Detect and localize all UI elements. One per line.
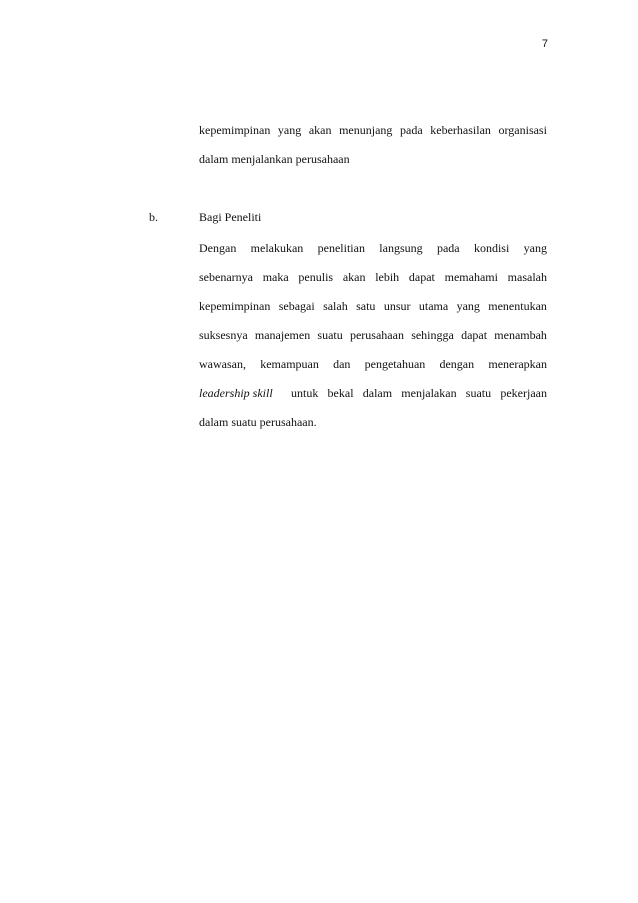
word: sebenarnya (199, 270, 253, 284)
word: akan (342, 270, 366, 284)
word: perusahaan (349, 328, 404, 342)
paragraph-line (199, 327, 547, 343)
paragraph-line (199, 269, 547, 285)
word: kepemimpinan (199, 123, 271, 137)
page-number: 7 (541, 38, 548, 50)
word: salah (323, 299, 348, 313)
word: bekal (327, 386, 354, 400)
word: melakukan (250, 241, 304, 255)
line-rest (291, 385, 547, 401)
word: wawasan, (199, 357, 246, 371)
word: sebagai (278, 299, 315, 313)
paragraph-line (199, 240, 547, 256)
paragraph-line (199, 385, 547, 401)
word: pengetahuan (364, 357, 426, 371)
word: menjalakan (401, 386, 457, 400)
word: pada (400, 123, 423, 137)
word: suatu (465, 386, 492, 400)
word: maka (262, 270, 289, 284)
word: dapat (408, 270, 435, 284)
word: lebih (375, 270, 400, 284)
word: unsur (383, 299, 411, 313)
word: dengan (439, 357, 475, 371)
paragraph-line: dalam menjalankan perusahaan (199, 152, 350, 166)
word: sehingga (411, 328, 454, 342)
paragraph-line (199, 122, 547, 138)
word: dalam (362, 386, 393, 400)
word: penelitian (317, 241, 365, 255)
section-heading: Bagi Peneliti (199, 210, 262, 224)
word: pekerjaan (500, 386, 547, 400)
list-marker: b. (149, 210, 158, 224)
word: akan (308, 123, 332, 137)
word: dan (333, 357, 351, 371)
word: suksesnya (199, 328, 248, 342)
word: yang (277, 123, 302, 137)
paragraph-line: dalam suatu perusahaan. (199, 415, 317, 429)
word: pada (436, 241, 460, 255)
paragraph-line (199, 298, 547, 314)
word: kondisi (473, 241, 510, 255)
word: penulis (298, 270, 334, 284)
word: Dengan (199, 241, 237, 255)
italic-term: leadership skill (199, 386, 273, 400)
paragraph-line (199, 356, 547, 372)
word: suatu (317, 328, 343, 342)
word: manajemen (254, 328, 311, 342)
word: memahami (444, 270, 498, 284)
word: yang (456, 299, 480, 313)
word: yang (523, 241, 547, 255)
word: satu (356, 299, 376, 313)
word: keberhasilan (430, 123, 491, 137)
word: kemampuan (260, 357, 319, 371)
word: utama (418, 299, 449, 313)
word: langsung (379, 241, 423, 255)
word: kepemimpinan (199, 299, 271, 313)
word: masalah (507, 270, 547, 284)
word: untuk (291, 386, 319, 400)
word: dapat (461, 328, 488, 342)
word: menerapkan (488, 357, 547, 371)
word: menunjang (339, 123, 393, 137)
word: menambah (494, 328, 547, 342)
word: menentukan (488, 299, 547, 313)
word: organisasi (498, 123, 547, 137)
